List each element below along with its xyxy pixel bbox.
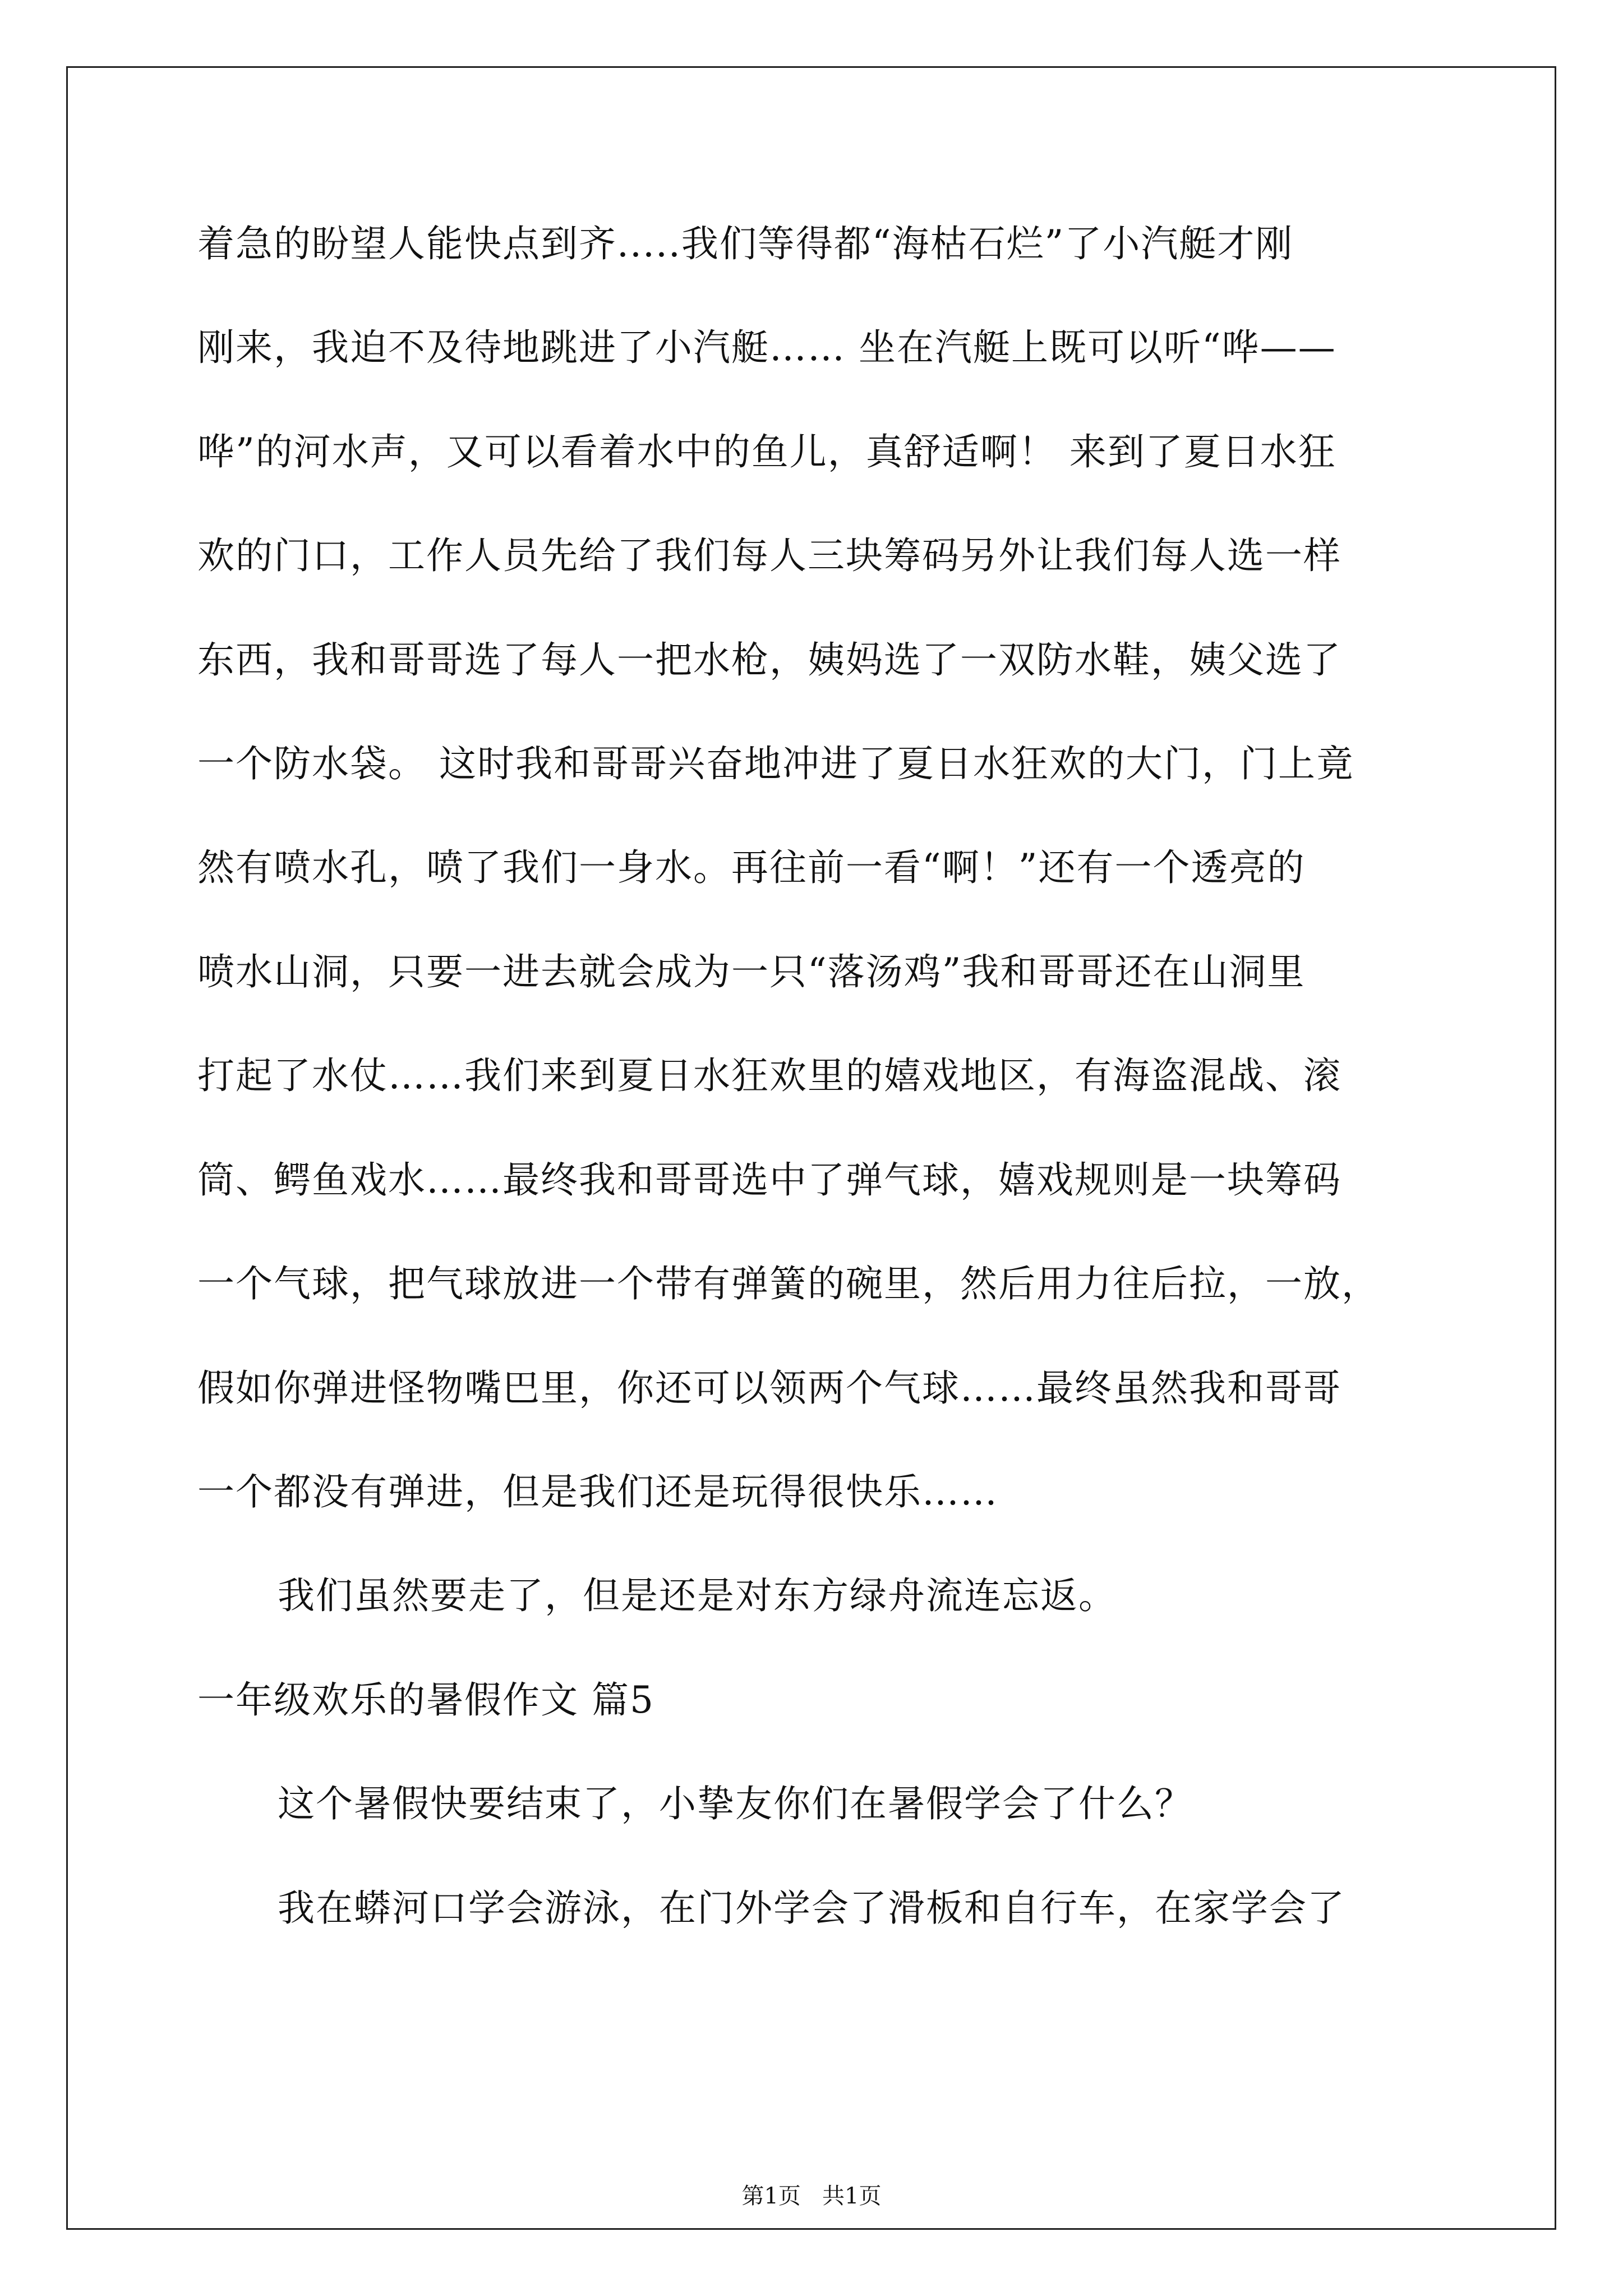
body-line-3: 哗”的河水声，又可以看着水中的鱼儿，真舒适啊！ 来到了夏日水狂 bbox=[197, 430, 1336, 473]
body-line-4: 欢的门口，工作人员先给了我们每人三块筹码另外让我们每人选一样 bbox=[197, 534, 1341, 577]
page-footer: 第1页 共1页 bbox=[741, 2183, 882, 2209]
body-line-1: 着急的盼望人能快点到齐.....我们等得都“海枯石烂”了小汽艇才刚 bbox=[197, 222, 1294, 265]
paragraph-question: 这个暑假快要结束了，小挚友你们在暑假学会了什么？ bbox=[278, 1782, 1193, 1825]
closing-paragraph: 我们虽然要走了，但是还是对东方绿舟流连忘返。 bbox=[278, 1574, 1117, 1617]
body-line-9: 打起了水仗……我们来到夏日水狂欢里的嬉戏地区，有海盗混战、滚 bbox=[197, 1054, 1341, 1097]
body-line-7: 然有喷水孔，喷了我们一身水。再往前一看“啊！”还有一个透亮的 bbox=[197, 846, 1306, 889]
body-line-8: 喷水山洞，只要一进去就会成为一只“落汤鸡”我和哥哥还在山洞里 bbox=[197, 950, 1306, 993]
paragraph-last: 我在蟒河口学会游泳，在门外学会了滑板和自行车，在家学会了 bbox=[278, 1887, 1345, 1930]
section-heading: 一年级欢乐的暑假作文 篇5 bbox=[197, 1678, 654, 1722]
body-line-6: 一个防水袋。 这时我和哥哥兴奋地冲进了夏日水狂欢的大门，门上竟 bbox=[197, 742, 1354, 785]
body-line-10: 筒、鳄鱼戏水……最终我和哥哥选中了弹气球，嬉戏规则是一块筹码 bbox=[197, 1158, 1341, 1202]
body-line-11: 一个气球，把气球放进一个带有弹簧的碗里，然后用力往后拉，一放， bbox=[197, 1262, 1380, 1305]
body-line-5: 东西，我和哥哥选了每人一把水枪，姨妈选了一双防水鞋，姨父选了 bbox=[197, 638, 1341, 682]
body-line-12: 假如你弹进怪物嘴巴里，你还可以领两个气球……最终虽然我和哥哥 bbox=[197, 1366, 1341, 1410]
body-line-2: 刚来，我迫不及待地跳进了小汽艇…… 坐在汽艇上既可以听“哗—— bbox=[197, 326, 1336, 369]
body-line-13: 一个都没有弹进，但是我们还是玩得很快乐…… bbox=[197, 1470, 998, 1513]
